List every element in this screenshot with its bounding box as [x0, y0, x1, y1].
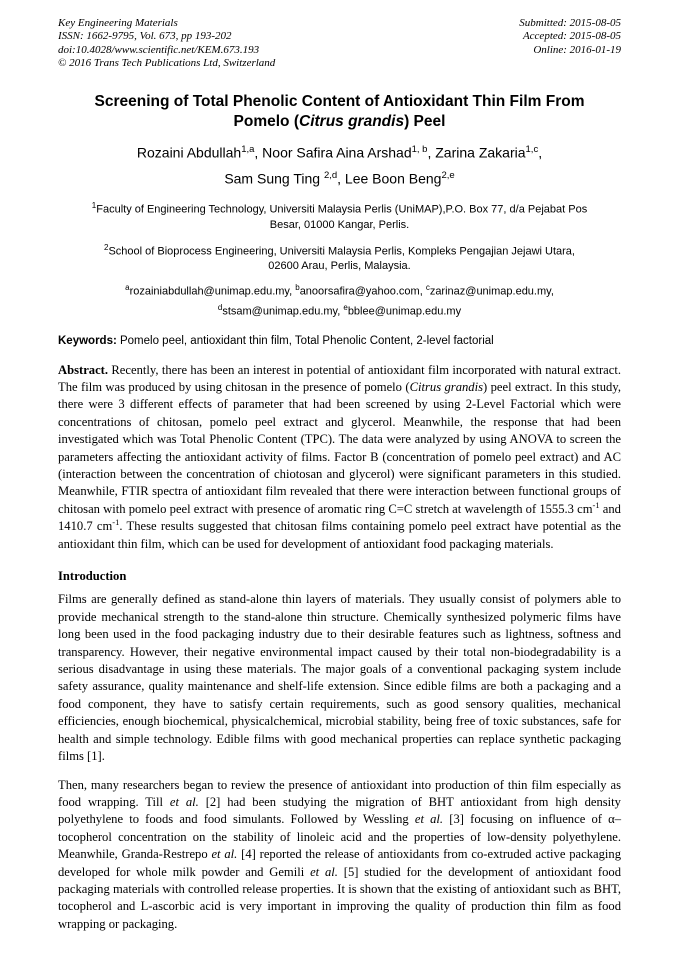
superscript-unit: -1 — [592, 499, 600, 510]
paper-title — [58, 92, 621, 133]
author-superscript: 1,c — [525, 143, 539, 155]
etal-italic: et al. — [169, 794, 199, 809]
affiliation-2 — [89, 240, 591, 275]
journal-copyright: © 2016 Trans Tech Publications Ltd, Switzerland — [58, 57, 276, 70]
keywords-line — [58, 334, 621, 349]
submitted-date: Submitted: 2015-08-05 — [519, 17, 621, 29]
author-superscript: 2,e — [441, 170, 455, 182]
title-text: ) Peel — [404, 113, 446, 131]
email-address: bblee@unimap.edu.my — [347, 305, 462, 318]
abstract-text-run: ) peel extract. In this study, there were 3 different effects of parameter that had been screened by using 2-Level Factorial which were concentrations of chitosan, pomelo peel extract and glycerol. Meanwhile, the response that had been investigated which was Total Phenolic Content (TPC). The data were analyzed by using ANOVA to screen the parameters affecting the antioxidant activity of films. Factor B (concentration of pomelo peel extract) and AC (interaction between the concentration of chiotosan and glycerol) were significant parameters in this studied. Meanwhile, FTIR spectra of antioxidant film revealed that there were interaction between functional groups of chitosan with pomelo peel extract with presence of aromatic ring C=C stretch at wavelength of 1555.3 cm — [58, 379, 621, 516]
journal-masthead — [58, 17, 621, 71]
author-emails-block — [58, 280, 621, 319]
affiliation-text: School of Bioprocess Engineering, Universiti Malaysia Perlis, Kompleks Pengajian Jejawi Utara, 02600 Arau, Perlis, Malaysia. — [108, 245, 575, 273]
superscript-unit: -1 — [112, 517, 120, 528]
intro-text-run: Then, many researchers began to review the presence of antioxidant into production of thin film especially as food wrapping. Till — [58, 777, 621, 809]
author-superscript: 1,a — [241, 143, 255, 155]
intro-text-run: [3] focusing on influence of α–tocopherol concentration on the stability of linoleic acid and the properties of low-density polyethylene. Meanwhile, Granda-Restrepo — [58, 812, 622, 862]
affiliation-superscript: 1 — [91, 200, 97, 210]
journal-info-block — [58, 17, 275, 71]
species-name-italic: Citrus grandis — [409, 379, 483, 394]
submission-dates-block — [519, 17, 621, 57]
introduction-paragraph-1: Films are generally defined as stand-alone thin layers of materials. They usually consist of polymers able to provide mechanical strength to the stand-alone thin structure. Chemically synthesized polymeric films have long been used in the food packaging industry due to their desirable features such as lightness, softness and transparency. However, their negative environmental impact caused by their total non-biodegradability is a serious disadvantage in using these materials. The major goals of a conventional packaging system include safety assurance, quality maintenance and shelf-life extension. Since edible films are both a packaging and a food component, they have to satisfy certain requirements, such as good sensory qualities, mechanical efficiencies, enough biochemical, physicalchemical, microbial stability, being free of toxic substances, safe for health and simple technology. Edible films with good mechanical properties can replace synthetic packaging films [1]. — [58, 592, 621, 764]
author-name: Rozaini Abdullah — [136, 144, 242, 161]
journal-name: Key Engineering Materials — [58, 17, 178, 29]
title-text: Pomelo ( — [233, 113, 299, 131]
email-superscript: d — [217, 302, 223, 312]
email-address: stsam@unimap.edu.my, — [222, 305, 344, 318]
author-name: , Zarina Zakaria — [427, 144, 526, 161]
authors-line-2 — [58, 164, 621, 191]
journal-doi: doi:10.4028/www.scientific.net/KEM.673.193 — [58, 43, 260, 56]
author-name: , Lee Boon Beng — [337, 170, 442, 187]
author-superscript: 1, b — [411, 143, 428, 155]
introduction-paragraph-2 — [58, 777, 621, 934]
online-date: Online: 2016-01-19 — [533, 43, 621, 56]
keywords-text: Pomelo peel, antioxidant thin film, Total Phenolic Content, 2-level factorial — [116, 334, 494, 347]
paper-title-line2 — [234, 113, 446, 130]
intro-text-run: [4] reported the release of antioxidants from co-extruded active packaging developed for whole milk powder and Gemili — [58, 847, 621, 879]
abstract-text-run: and 1410.7 cm — [58, 501, 621, 534]
introduction-heading: Introduction — [58, 569, 127, 584]
abstract-paragraph — [58, 362, 621, 553]
abstract-text-run: . These results suggested that chitosan films containing pomelo peel extract have potential as the antioxidant thin film, which can be used for development of antioxidant food packaging materials. — [58, 519, 622, 551]
author-name: , Noor Safira Aina Arshad — [254, 144, 412, 161]
affiliation-superscript: 2 — [104, 242, 109, 252]
email-superscript: c — [425, 283, 430, 293]
emails-line-1 — [58, 280, 621, 300]
etal-italic: et al. — [310, 864, 338, 879]
author-superscript: 2,d — [323, 170, 338, 182]
abstract-text-run: Recently, there has been an interest in potential of antioxidant film incorporated with natural extract. The film was produced by using chitosan in the presence of pomelo ( — [58, 362, 621, 394]
accepted-date: Accepted: 2015-08-05 — [522, 30, 621, 43]
author-name: Sam Sung Ting — [224, 170, 324, 187]
affiliation-1 — [89, 198, 591, 233]
journal-issn-volume: ISSN: 1662-9795, Vol. 673, pp 193-202 — [58, 30, 232, 43]
email-address: zarinaz@unimap.edu.my, — [429, 285, 554, 298]
etal-italic: et al. — [414, 812, 444, 827]
species-name-italic: Citrus grandis — [299, 113, 405, 131]
email-superscript: b — [295, 283, 300, 293]
email-address: rozainiabdullah@unimap.edu.my, — [129, 285, 296, 298]
abstract-label: Abstract. — [58, 362, 109, 377]
emails-line-2 — [58, 300, 621, 320]
etal-italic: et al. — [211, 847, 238, 862]
affiliation-text: Faculty of Engineering Technology, Universiti Malaysia Perlis (UniMAP),P.O. Box 77, d/a Pejabat Pos Besar, 01000 Kangar, Perlis. — [96, 203, 588, 231]
intro-text-run: [5] studied for the development of antioxidant food packaging materials with controlled release properties. It is shown that the existing of antioxidant such as BHT, tocopherol and L-ascorbic acid is very important in improving the quality of production thin film as food wrapping or packaging. — [58, 864, 622, 931]
intro-text-run: [2] had been studying the migration of BHT antioxidant from high density polyethylene to foods and food simulants. Followed by Wessling — [58, 794, 621, 827]
keywords-label: Keywords: — [58, 334, 117, 347]
authors-block — [58, 138, 621, 191]
authors-line-1 — [58, 138, 621, 165]
email-superscript: a — [125, 283, 130, 293]
paper-title-line1: Screening of Total Phenolic Content of Antioxidant Thin Film From — [94, 92, 585, 110]
email-superscript: e — [343, 302, 348, 312]
email-address: anoorsafira@yahoo.com, — [299, 285, 426, 298]
author-separator: , — [538, 144, 543, 161]
